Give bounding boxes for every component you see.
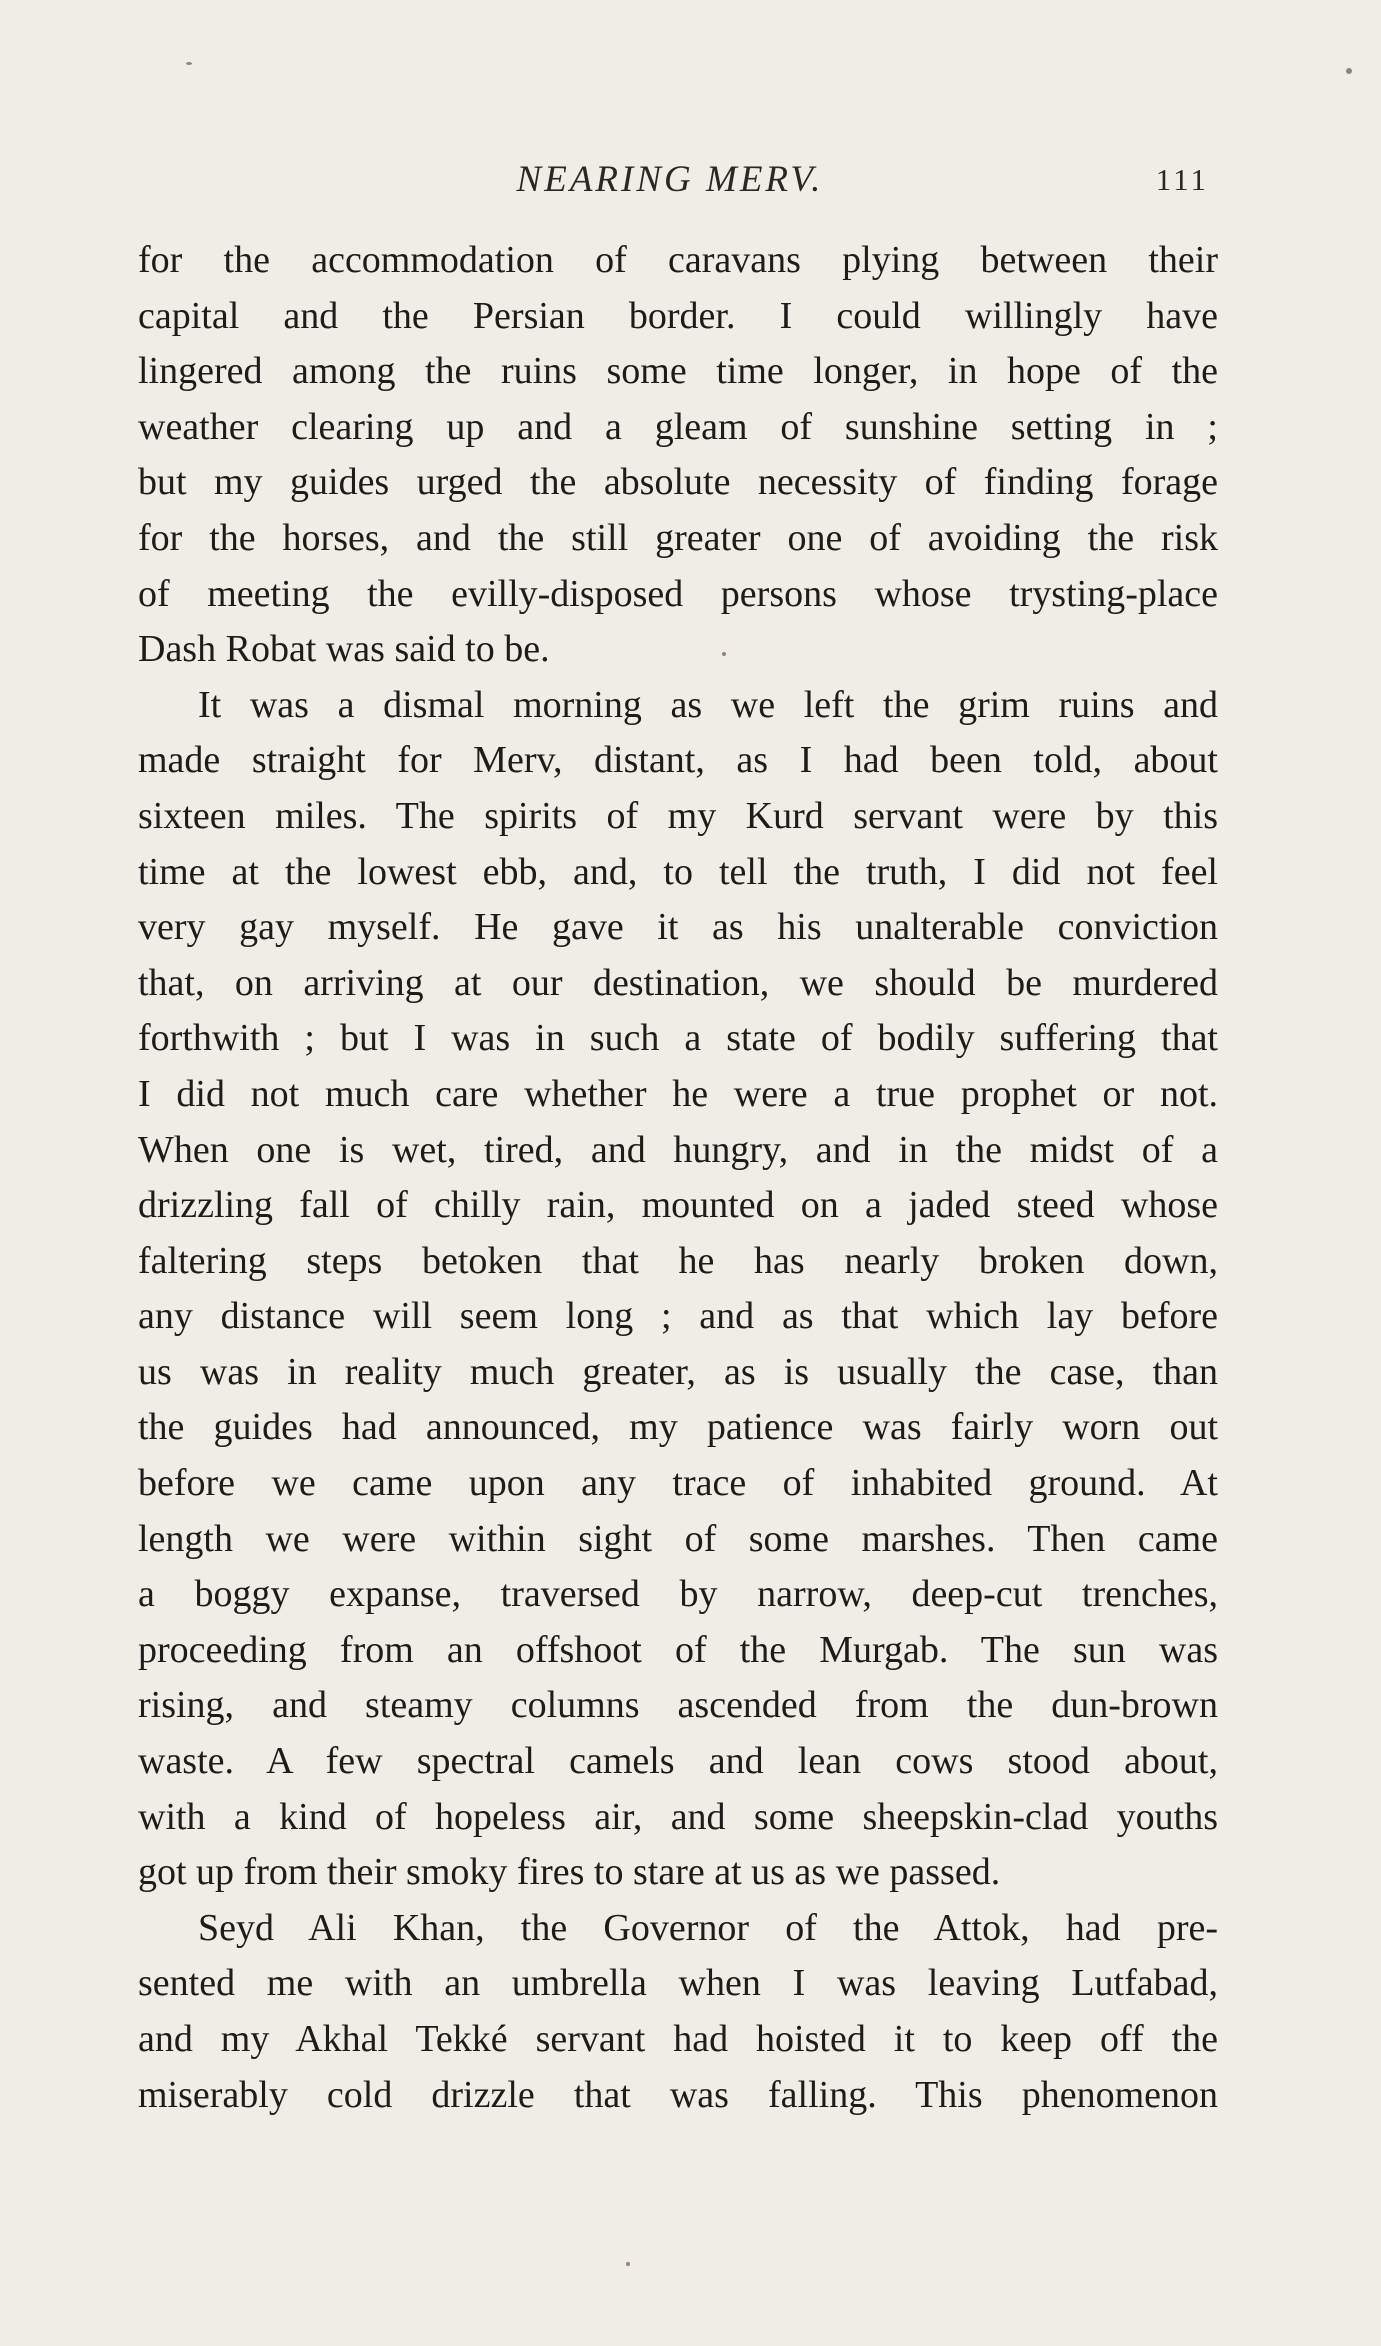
text-line: for the accommodation of caravans plying between their — [138, 239, 1218, 281]
text-line: lingered among the ruins some time longer, in hope of the — [138, 350, 1218, 393]
paragraph-2 — [138, 678, 1218, 1901]
text-line: before we came upon any trace of inhabited ground. At — [138, 1462, 1218, 1505]
text-line: with a kind of hopeless air, and some sheepskin-clad youths — [138, 1795, 1218, 1838]
text-line: faltering steps betoken that he has nearly broken down, — [138, 1239, 1218, 1282]
text-line: sixteen miles. The spirits of my Kurd servant were by this — [138, 794, 1218, 837]
text-line: sented me with an umbrella when I was leaving Lutfabad, — [138, 1962, 1218, 2005]
text-line: us was in reality much greater, as is usually the case, than — [138, 1350, 1218, 1393]
body-text — [138, 233, 1218, 2123]
text-line: Dash Robat was said to be. — [138, 628, 550, 671]
text-line: time at the lowest ebb, and, to tell the truth, I did not feel — [138, 850, 1218, 893]
text-line: a boggy expanse, traversed by narrow, deep-cut trenches, — [138, 1573, 1218, 1616]
text-line: forthwith ; but I was in such a state of bodily suffering that — [138, 1017, 1218, 1060]
text-line: It was a dismal morning as we left the grim ruins and — [198, 683, 1218, 726]
text-line: any distance will seem long ; and as that which lay before — [138, 1295, 1218, 1338]
text-line: rising, and steamy columns ascended from the dun-brown — [138, 1684, 1218, 1727]
text-line: capital and the Persian border. I could willingly have — [138, 294, 1218, 337]
text-line: miserably cold drizzle that was falling. This phenomenon — [138, 2073, 1218, 2116]
print-speck — [186, 62, 192, 65]
running-head — [0, 158, 1381, 202]
text-line: but my guides urged the absolute necessity of finding forage — [138, 461, 1218, 504]
text-line: of meeting the evilly-disposed persons whose trysting-place — [138, 572, 1218, 615]
print-speck — [1346, 68, 1352, 74]
text-line: that, on arriving at our destination, we should be murdered — [138, 961, 1218, 1004]
text-line: very gay myself. He gave it as his unalterable conviction — [138, 906, 1218, 949]
text-line: made straight for Merv, distant, as I had been told, about — [138, 739, 1218, 782]
text-line: Seyd Ali Khan, the Governor of the Attok, had pre- — [198, 1906, 1218, 1949]
text-line: got up from their smoky fires to stare at us as we passed. — [138, 1851, 1001, 1894]
text-line: weather clearing up and a gleam of sunshine setting in ; — [138, 405, 1218, 448]
text-line: length we were within sight of some marshes. Then came — [138, 1517, 1218, 1560]
print-speck — [626, 2262, 630, 2266]
text-line: I did not much care whether he were a true prophet or not. — [138, 1072, 1218, 1115]
text-line: When one is wet, tired, and hungry, and in the midst of a — [138, 1128, 1218, 1171]
paragraph-3 — [138, 1901, 1218, 2123]
running-title: NEARING MERV. — [516, 159, 824, 200]
paragraph-1 — [138, 233, 1218, 678]
text-line: proceeding from an offshoot of the Murgab. The sun was — [138, 1628, 1218, 1671]
text-line: the guides had announced, my patience was fairly worn out — [138, 1406, 1218, 1449]
text-line: for the horses, and the still greater one of avoiding the risk — [138, 516, 1218, 559]
text-line: drizzling fall of chilly rain, mounted on a jaded steed whose — [138, 1184, 1218, 1227]
text-line: waste. A few spectral camels and lean cows stood about, — [138, 1740, 1218, 1783]
page-number: 111 — [1155, 162, 1209, 197]
text-line: and my Akhal Tekké servant had hoisted it to keep off the — [138, 2018, 1218, 2060]
